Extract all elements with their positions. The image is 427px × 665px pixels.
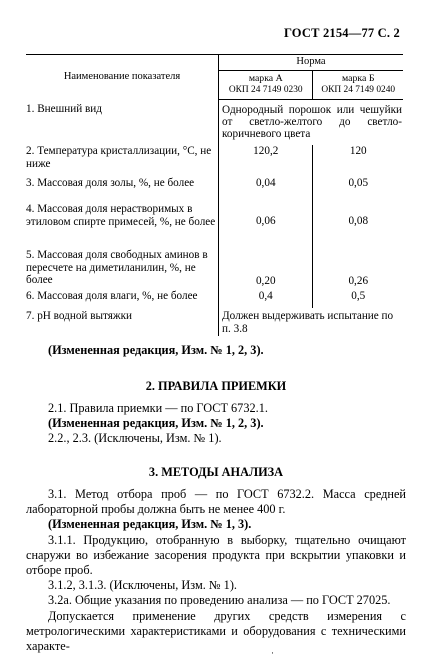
- table-row: [26, 245, 403, 289]
- page-header: ГОСТ 2154—77 С. 2: [283, 26, 400, 40]
- row-label: 3. Массовая доля золы, %, не более: [26, 177, 195, 190]
- row-value-b: 0,5: [313, 289, 403, 308]
- table-header-name: Наименование показателя: [26, 55, 219, 100]
- grade-a-label: марка А: [248, 73, 283, 84]
- row-value-a: 0,06: [219, 203, 313, 245]
- edit-note: (Измененная редакция, Изм. № 1, 2, 3).: [48, 343, 264, 357]
- row-value-b: 0,26: [313, 245, 403, 289]
- paragraph-3-1: 3.1. Метод отбора проб — по ГОСТ 6732.2. Масса средней лабораторной пробы должна быть не менее 400 г.: [26, 487, 406, 517]
- section-2-body: [26, 401, 406, 447]
- table-header-grade-b: [313, 71, 403, 100]
- table-row: [26, 99, 403, 145]
- table-row: [26, 289, 403, 308]
- paragraph-2-1: 2.1. Правила приемки — по ГОСТ 6732.1.: [48, 401, 268, 415]
- row-value-a: 120,2: [219, 145, 313, 175]
- paragraph-2-2: 2.2., 2.3. (Исключены, Изм. № 1).: [48, 431, 222, 446]
- row-value-a: 0,04: [219, 175, 313, 203]
- row-value-a: 0,4: [219, 289, 313, 308]
- section-2-title: 2. ПРАВИЛА ПРИЕМКИ: [145, 379, 287, 393]
- paragraph-3-2a: 3.2а. Общие указания по проведению анализа — по ГОСТ 27025.: [48, 593, 391, 608]
- grade-a-code: ОКП 24 7149 0230: [228, 84, 303, 95]
- quality-table: [26, 54, 403, 336]
- paragraph-3-2a-continued: Допускается применение других средств измерения с метрологическими характеристиками и оборудования с техническими характе-: [26, 608, 406, 654]
- row-label: 7. рН водной вытяжки: [26, 310, 133, 323]
- row-value-b: 120: [313, 145, 403, 175]
- row-value-a: 0,20: [219, 245, 313, 289]
- row-label: 4. Массовая доля нерастворимых в этиловом спирте примесей, %, не более: [26, 203, 216, 228]
- table-row: [26, 308, 403, 336]
- paragraph-3-1-1: 3.1.1. Продукцию, отобранную в выборку, тщательно очищают снаружи во избежание засорения продукта при вскрытии упаковки и отборе проб.: [26, 532, 406, 578]
- row-label: 1. Внешний вид: [26, 103, 102, 116]
- section-3-title: 3. МЕТОДЫ АНАЛИЗА: [148, 465, 284, 479]
- table-row: [26, 203, 403, 245]
- paragraph-3-1-2: 3.1.2, 3.1.3. (Исключены, Изм. № 1).: [48, 578, 237, 593]
- table-row: [26, 175, 403, 203]
- row-label: 6. Массовая доля влаги, %, не более: [26, 290, 198, 303]
- grade-b-label: марка Б: [342, 73, 375, 84]
- table-header-norm: Норма: [219, 55, 403, 71]
- grade-b-code: ОКП 24 7149 0240: [321, 84, 396, 95]
- table-header-grade-a: [219, 71, 313, 100]
- row-value-b: 0,08: [313, 203, 403, 245]
- row-value-b: 0,05: [313, 175, 403, 203]
- row-label: 2. Температура кристаллизации, °С, не ниже: [26, 145, 212, 170]
- row-merged-value: Должен выдерживать испытание по п. 3.8: [219, 308, 403, 336]
- page-mark: ·: [271, 648, 274, 658]
- row-label: 5. Массовая доля свободных аминов в пересчете на диметиланилин, %, не более: [26, 249, 208, 286]
- edit-note-1-container: [26, 343, 406, 358]
- table-row: [26, 145, 403, 175]
- edit-note: (Измененная редакция, Изм. № 1, 3).: [48, 517, 252, 532]
- row-merged-value: Однородный порошок или чешуйки от светло-желтого до светло-коричневого цвета: [219, 99, 403, 145]
- edit-note: (Измененная редакция, Изм. № 1, 2, 3).: [48, 416, 264, 431]
- section-3-body: [26, 487, 406, 654]
